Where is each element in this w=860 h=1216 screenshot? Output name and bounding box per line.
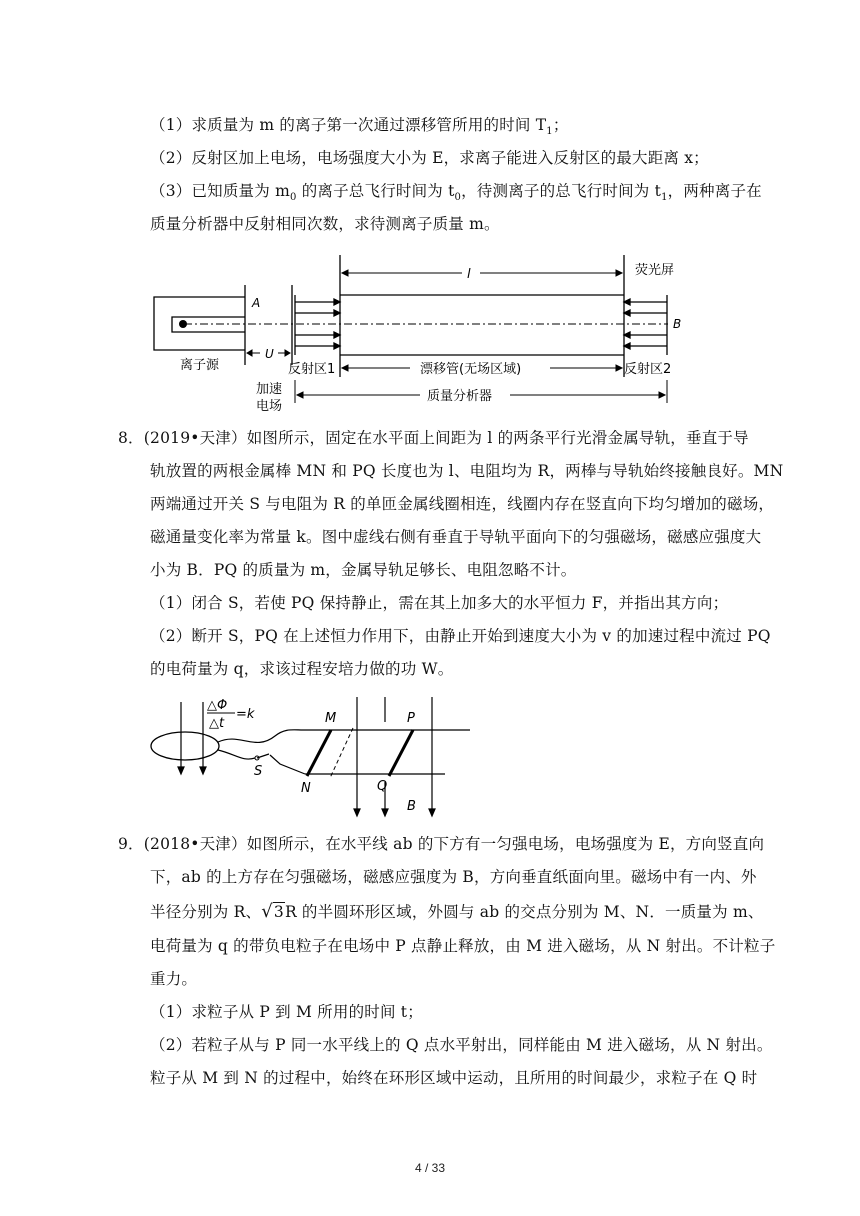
label-M: M [325,711,337,726]
q8-part1: （1）闭合 S，若使 PQ 保持静止，需在其上加多大的水平恒力 F，并指出其方向； [150,594,729,612]
label-B: B [407,799,416,814]
label-A: A [252,296,261,310]
reflect-region-1 [295,255,340,377]
label-accel-1: 加速 [256,382,283,397]
coil [151,732,219,760]
label-Q: Q [377,779,388,794]
b-field-arrows [354,697,435,816]
coil-field-arrows [178,702,206,774]
label-P: P [407,711,415,726]
label-l: l [467,267,471,282]
q9-part1: （1）求粒子从 P 到 M 所用的时间 t； [150,1003,423,1021]
label-drift-tube: 漂移管(无场区域) [420,362,522,377]
q8-line2: 轨放置的两根金属棒 MN 和 PQ 长度也为 l、电阻均为 R，两棒与导轨始终接触良好。MN [150,462,784,480]
rails-figure [145,692,485,822]
label-mass-analyzer: 质量分析器 [427,389,493,404]
label-reflect-1: 反射区1 [288,362,336,377]
label-B: B [673,317,682,331]
rod-MN [307,730,331,776]
label-S: S [254,764,263,779]
q9-line1: 9．(2018•天津）如图所示，在水平线 ab 的下方有一匀强电场，电场强度为 E，方向竖直向 [118,835,765,853]
label-reflect-2: 反射区2 [624,362,672,377]
label-N: N [301,781,311,796]
q8-part2: （2）断开 S，PQ 在上述恒力作用下，由静止开始到速度大小为 v 的加速过程中流过 PQ [150,627,771,645]
label-accel-2: 电场 [256,399,283,414]
field-boundary [330,728,353,778]
rod-PQ [389,730,413,776]
flux-numerator: △Φ [207,698,228,713]
label-ion-source: 离子源 [180,358,220,373]
q8-part2-line2: 的电荷量为 q，求该过程安培力做的功 W。 [150,660,454,678]
sqrt-symbol: √ [261,901,273,922]
q7-part1: （1）求质量为 m 的离子第一次通过漂移管所用的时间 $T_1$； [150,116,569,138]
q9-part2-line2: 粒子从 M 到 N 的过程中，始终在环形区域中运动，且所用的时间最少，求粒子在 Q 时 [150,1069,758,1087]
q7-part2: （2）反射区加上电场，电场强度大小为 E，求离子能进入反射区的最大距离 x； [150,149,709,167]
switch-lever [257,754,269,758]
flux-denominator: △t [209,716,225,731]
mass-analyzer-figure [140,245,700,420]
q7-part3: （3）已知质量为 $m_0$ 的离子总飞行时间为 $t_0$，待测离子的总飞行时间为 $t_1$，两种离子在 [150,182,762,204]
q9-line4: 电荷量为 q 的带负电粒子在电场中 P 点静止释放，由 M 进入磁场，从 N 射出。不计粒子 [150,937,776,955]
q7-part3-line2: 质量分析器中反射相同次数，求待测离子质量 m。 [150,215,500,233]
flux-equals-k: =k [236,707,255,722]
q8-line4: 磁通量变化率为常量 k。图中虚线右侧有垂直于导轨平面向下的匀强磁场，磁感应强度大 [150,528,762,546]
q9-line5: 重力。 [150,970,198,988]
q9-line3: 半径分别为 R、√3R 的半圆环形区域，外圆与 ab 的交点分别为 M、N．一质量为 m、 [150,901,764,922]
q8-line5: 小为 B．PQ 的质量为 m，金属导轨足够长、电阻忽略不计。 [150,561,577,579]
label-screen: 荧光屏 [635,263,675,278]
page-number: 4 / 33 [414,1161,446,1175]
q9-part2: （2）若粒子从与 P 同一水平线上的 Q 点水平射出，同样能由 M 进入磁场，从 N 射出。 [150,1036,773,1054]
ion-source-box [154,297,245,350]
q8-line3: 两端通过开关 S 与电阻为 R 的单匝金属线圈相连，线圈内存在竖直向下均匀增加的磁场， [150,495,775,513]
l-dimension [342,270,622,276]
drift-tube [340,295,624,355]
q8-line1: 8．(2019•天津）如图所示，固定在水平面上间距为 l 的两条平行光滑金属导轨，垂直于导 [118,429,749,447]
label-U: U [265,347,274,361]
q9-line2: 下，ab 的上方存在匀强磁场，磁感应强度为 B，方向垂直纸面向里。磁场中有一内、外 [150,868,757,886]
